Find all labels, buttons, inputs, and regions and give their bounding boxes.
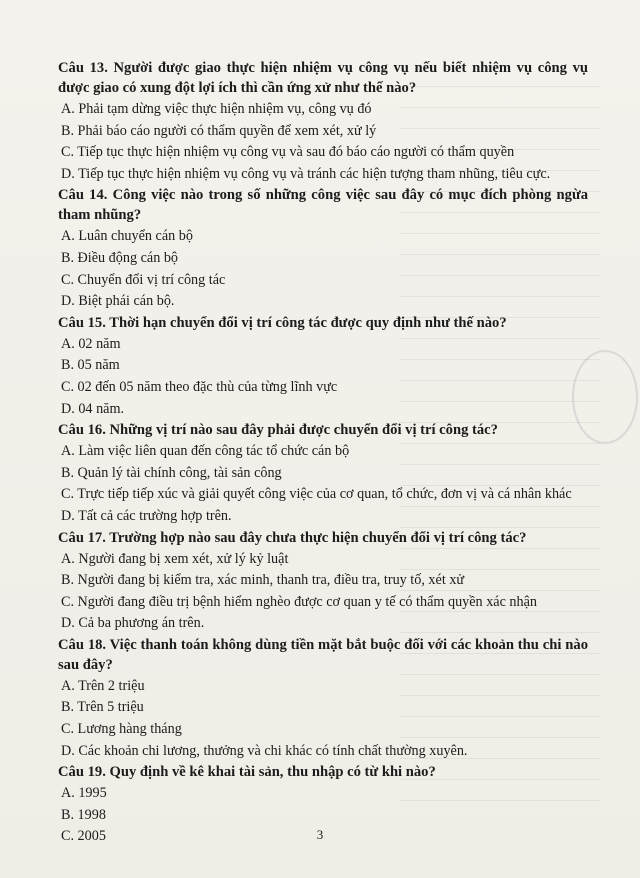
option-c: C. Người đang điều trị bệnh hiểm nghèo được cơ quan y tế có thẩm quyền xác nhận: [61, 593, 538, 610]
option-d: D. 04 năm.: [61, 400, 125, 417]
question-text: Câu 18. Việc thanh toán không dùng tiền mặt bắt buộc đối với các khoản thu chi nào sau đây?: [58, 636, 588, 673]
option-a: A. Luân chuyển cán bộ: [61, 228, 193, 245]
question-text: Câu 15. Thời hạn chuyển đổi vị trí công tác được quy định như thế nào?: [58, 314, 507, 331]
option-a: A. 02 năm: [61, 335, 121, 352]
option-d: D. Cả ba phương án trên.: [61, 615, 205, 632]
question-17: [58, 528, 588, 634]
option-a: A. Người đang bị xem xét, xử lý kỷ luật: [61, 550, 289, 567]
option-d: D. Biệt phái cán bộ.: [61, 293, 175, 310]
option-b: B. Trên 5 triệu: [61, 699, 144, 716]
option-b: B. 05 năm: [61, 357, 120, 374]
option-c: C. Lương hàng tháng: [61, 721, 182, 738]
question-text: Câu 13. Người được giao thực hiện nhiệm vụ công vụ nếu biết nhiệm vụ công vụ được giao có xung đột lợi ích thì cần ứng xử như thế nào?: [58, 60, 588, 96]
option-b: B. Người đang bị kiểm tra, xác minh, thanh tra, điều tra, truy tố, xét xử: [61, 572, 465, 589]
page-number: 3: [316, 827, 324, 842]
option-a: A. 1995: [61, 785, 107, 802]
option-d: D. Các khoản chi lương, thưởng và chi khác có tính chất thường xuyên.: [61, 742, 468, 759]
question-text: Câu 17. Trường hợp nào sau đây chưa thực hiện chuyển đổi vị trí công tác?: [58, 529, 527, 546]
option-b: B. Phải báo cáo người có thẩm quyền để xem xét, xử lý: [61, 122, 377, 139]
question-13: [58, 58, 588, 184]
option-c: C. Trực tiếp tiếp xúc và giải quyết công việc của cơ quan, tổ chức, đơn vị và cá nhân khác: [61, 486, 572, 503]
option-c: C. 2005: [61, 828, 106, 845]
option-d: D. Tiếp tục thực hiện nhiệm vụ công vụ và tránh các hiện tượng tham nhũng, tiêu cực.: [61, 165, 551, 182]
option-b: B. 1998: [61, 806, 106, 823]
option-c: C. 02 đến 05 năm theo đặc thù của từng lĩnh vực: [61, 378, 338, 395]
question-14: [58, 185, 588, 311]
option-c: C. Tiếp tục thực hiện nhiệm vụ công vụ và sau đó báo cáo người có thẩm quyền: [61, 144, 515, 161]
question-15: [58, 313, 588, 419]
option-d: D. Tất cả các trường hợp trên.: [61, 507, 232, 524]
question-list: [58, 58, 588, 848]
question-text: Câu 14. Công việc nào trong số những công việc sau đây có mục đích phòng ngừa tham nhũng?: [58, 187, 588, 224]
option-a: A. Phải tạm dừng việc thực hiện nhiệm vụ, công vụ đó: [61, 101, 372, 117]
question-16: [58, 420, 588, 526]
option-b: B. Quản lý tài chính công, tài sản công: [61, 464, 282, 481]
option-a: A. Làm việc liên quan đến công tác tổ chức cán bộ: [61, 443, 350, 460]
option-c: C. Chuyển đổi vị trí công tác: [61, 271, 226, 288]
question-18: [58, 635, 588, 761]
question-text: Câu 16. Những vị trí nào sau đây phải được chuyển đổi vị trí công tác?: [58, 422, 498, 439]
option-a: A. Trên 2 triệu: [61, 677, 145, 694]
option-b: B. Điều động cán bộ: [61, 249, 179, 266]
question-text: Câu 19. Quy định về kê khai tài sản, thu nhập có từ khi nào?: [58, 764, 436, 781]
